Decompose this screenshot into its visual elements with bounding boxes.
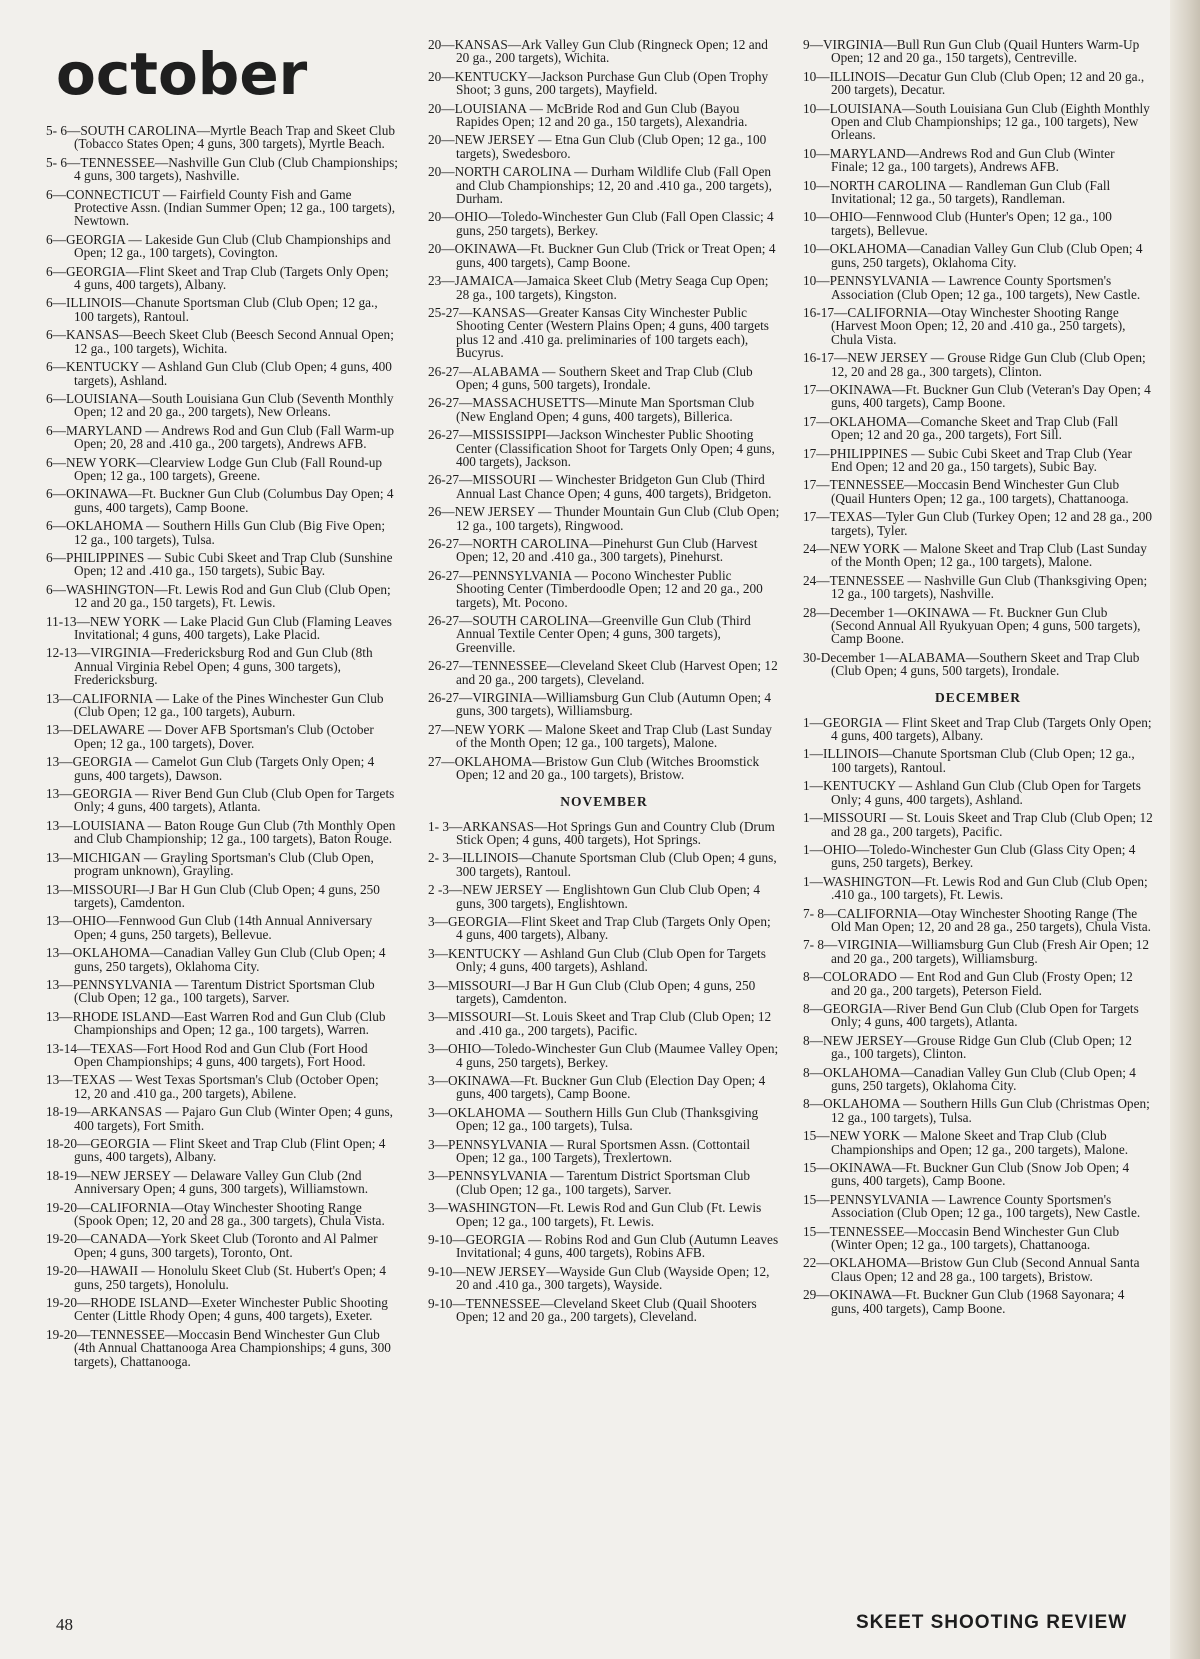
month-heading: DECEMBER (934, 689, 1021, 705)
calendar-entry: 20—OHIO—Toledo-Winchester Gun Club (Fall Open Classic; 4 guns, 250 targets), Berkey. (428, 209, 774, 238)
calendar-entry: 11-13—NEW YORK — Lake Placid Gun Club (Flaming Leaves Invitational; 4 guns, 400 targets), Lake Placid. (46, 613, 392, 642)
calendar-entry: 26-27—MASSACHUSETTS—Minute Man Sportsman Club (New England Open; 4 guns, 400 targets), Billerica. (428, 395, 755, 424)
calendar-entry: 15—NEW YORK — Malone Skeet and Trap Club (Club Championships and Open; 12 ga., 200 targets), Malone. (803, 1128, 1129, 1157)
calendar-entry: 1- 3—ARKANSAS—Hot Springs Gun and Country Club (Drum Stick Open; 4 guns, 400 targets), Hot Springs. (428, 818, 775, 847)
publication-title: SKEET SHOOTING REVIEW (856, 1612, 1128, 1633)
calendar-entry: 6—KENTUCKY — Ashland Gun Club (Club Open; 4 guns, 400 targets), Ashland. (46, 359, 392, 388)
calendar-entry: 17—PHILIPPINES — Subic Cubi Skeet and Trap Club (Year End Open; 12 and 20 ga., 150 targets), Subic Bay. (803, 445, 1132, 474)
calendar-entry: 6—GEORGIA — Lakeside Gun Club (Club Championships and Open; 12 ga., 100 targets), Covington. (46, 231, 391, 261)
calendar-entry: 9—VIRGINIA—Bull Run Gun Club (Quail Hunters Warm-Up Open; 12 and 20 ga., 150 targets), Centreville. (803, 37, 1140, 66)
calendar-entry: 17—OKLAHOMA—Comanche Skeet and Trap Club (Fall Open; 12 and 20 ga., 200 targets), Fort Sill. (803, 413, 1119, 443)
calendar-entry: 10—OKLAHOMA—Canadian Valley Gun Club (Club Open; 4 guns, 250 targets), Oklahoma City. (803, 241, 1143, 270)
calendar-entry: 18-19—ARKANSAS — Pajaro Gun Club (Winter Open; 4 guns, 400 targets), Fort Smith. (46, 1104, 394, 1133)
calendar-entry: 30-December 1—ALABAMA—Southern Skeet and Trap Club (Club Open; 4 guns, 500 targets), Irondale. (803, 649, 1140, 679)
calendar-entry: 1—WASHINGTON—Ft. Lewis Rod and Gun Club (Club Open; .410 ga., 100 targets), Ft. Lewis. (803, 873, 1148, 903)
calendar-entry: 3—PENNSYLVANIA — Rural Sportsmen Assn. (Cottontail Open; 12 ga., 100 Targets), Trexlertown. (428, 1136, 751, 1166)
calendar-entry: 12-13—VIRGINIA—Fredericksburg Rod and Gun Club (8th Annual Virginia Rebel Open; 4 guns, 300 targets), Fredericksburg. (46, 645, 373, 688)
calendar-entry: 9-10—GEORGIA — Robins Rod and Gun Club (Autumn Leaves Invitational; 4 guns, 400 targets), Robins AFB. (428, 1232, 779, 1261)
calendar-entry: 9-10—NEW JERSEY—Wayside Gun Club (Wayside Open; 12, 20 and .410 ga., 300 targets), Wayside. (428, 1263, 770, 1293)
calendar-entry: 1—OHIO—Toledo-Winchester Gun Club (Glass City Open; 4 guns, 250 targets), Berkey. (803, 841, 1136, 871)
calendar-entry: 8—NEW JERSEY—Grouse Ridge Gun Club (Club Open; 12 ga., 100 targets), Clinton. (803, 1032, 1132, 1062)
calendar-entry: 13—CALIFORNIA — Lake of the Pines Winchester Gun Club (Club Open; 12 ga., 100 targets), Auburn. (46, 690, 384, 720)
month-heading: NOVEMBER (560, 793, 648, 809)
calendar-entry: 20—KANSAS—Ark Valley Gun Club (Ringneck Open; 12 and 20 ga., 200 targets), Wichita. (428, 37, 768, 66)
calendar-entry: 26-27—SOUTH CAROLINA—Greenville Gun Club (Third Annual Textile Center Open; 4 guns, 300 targets), Greenville. (428, 613, 751, 655)
calendar-entry: 23—JAMAICA—Jamaica Skeet Club (Metry Seaga Cup Open; 28 ga., 100 targets), Kingston. (428, 273, 769, 302)
calendar-entry: 18-20—GEORGIA — Flint Skeet and Trap Club (Flint Open; 4 guns, 400 targets), Albany. (46, 1136, 386, 1165)
calendar-entry: 17—TENNESSEE—Moccasin Bend Winchester Gun Club (Quail Hunters Open; 12 ga., 100 targets), Chattanooga. (803, 477, 1129, 506)
calendar-entry: 1—ILLINOIS—Chanute Sportsman Club (Club Open; 12 ga., 100 targets), Rantoul. (803, 746, 1135, 775)
calendar-entry: 13—TEXAS — West Texas Sportsman's Club (October Open; 12, 20 and .410 ga., 200 targets), Abilene. (46, 1072, 379, 1101)
calendar-entry: 26-27—MISSISSIPPI—Jackson Winchester Public Shooting Center (Classification Shoot for Targets Only Open; 4 guns, 400 targets), Jackson. (428, 427, 775, 469)
calendar-entry: 25-27—KANSAS—Greater Kansas City Winchester Public Shooting Center (Western Plains Open; 4 guns, 400 targets plus 12 and .410 ga. preliminaries of 100 targets each), Bucyrus. (428, 304, 769, 361)
calendar-entry: 20—LOUISIANA — McBride Rod and Gun Club (Bayou Rapides Open; 12 and 20 ga., 150 targets), Alexandria. (428, 100, 748, 130)
calendar-entry: 27—NEW YORK — Malone Skeet and Trap Club (Last Sunday of the Month Open; 12 ga., 100 targets), Malone. (428, 721, 772, 751)
calendar-entry: 29—OKINAWA—Ft. Buckner Gun Club (1968 Sayonara; 4 guns, 400 targets), Camp Boone. (803, 1287, 1125, 1316)
calendar-entry: 3—OKINAWA—Ft. Buckner Gun Club (Election Day Open; 4 guns, 400 targets), Camp Boone. (428, 1073, 766, 1102)
calendar-entry: 26-27—NORTH CAROLINA—Pinehurst Gun Club (Harvest Open; 12, 20 and .410 ga., 300 targets), Pinehurst. (428, 536, 758, 565)
calendar-entry: 1—GEORGIA — Flint Skeet and Trap Club (Targets Only Open; 4 guns, 400 targets), Albany. (803, 714, 1152, 744)
calendar-entry: 16-17—CALIFORNIA—Otay Winchester Shooting Range (Harvest Moon Open; 12, 20 and .410 ga., 250 targets), Chula Vista. (803, 304, 1126, 347)
calendar-entry: 19-20—HAWAII — Honolulu Skeet Club (St. Hubert's Open; 4 guns, 250 targets), Honolulu. (46, 1263, 386, 1292)
calendar-entry: 5- 6—TENNESSEE—Nashville Gun Club (Club Championships; 4 guns, 300 targets), Nashville. (46, 154, 398, 184)
calendar-entry: 28—December 1—OKINAWA — Ft. Buckner Gun Club (Second Annual All Ryukyuan Open; 4 guns, 500 targets), Camp Boone. (803, 604, 1141, 647)
calendar-entry: 8—OKLAHOMA — Southern Hills Gun Club (Christmas Open; 12 ga., 100 targets), Tulsa. (803, 1096, 1150, 1125)
calendar-entry: 3—GEORGIA—Flint Skeet and Trap Club (Targets Only Open; 4 guns, 400 targets), Albany. (428, 913, 771, 943)
calendar-entry: 10—OHIO—Fennwood Club (Hunter's Open; 12 ga., 100 targets), Bellevue. (803, 209, 1112, 238)
calendar-entry: 6—OKLAHOMA — Southern Hills Gun Club (Big Five Open; 12 ga., 100 targets), Tulsa. (46, 518, 386, 547)
calendar-entry: 6—PHILIPPINES — Subic Cubi Skeet and Trap Club (Sunshine Open; 12 and .410 ga., 150 targets), Subic Bay. (46, 549, 393, 579)
calendar-entry: 19-20—RHODE ISLAND—Exeter Winchester Public Shooting Center (Little Rhody Open; 4 guns, 400 targets), Exeter. (46, 1295, 388, 1324)
calendar-entry: 13—PENNSYLVANIA — Tarentum District Sportsman Club (Club Open; 12 ga., 100 targets), Sarver. (46, 976, 375, 1006)
page-edge-shadow (1170, 0, 1200, 1659)
calendar-entry: 8—GEORGIA—River Bend Gun Club (Club Open for Targets Only; 4 guns, 400 targets), Atlanta. (803, 1000, 1139, 1030)
calendar-entry: 9-10—TENNESSEE—Cleveland Skeet Club (Quail Shooters Open; 12 and 20 ga., 200 targets), Cleveland. (428, 1295, 757, 1325)
calendar-entry: 13—MICHIGAN — Grayling Sportsman's Club (Club Open, program unknown), Grayling. (46, 849, 374, 879)
calendar-entry: 26-27—MISSOURI — Winchester Bridgeton Gun Club (Third Annual Last Chance Open; 4 guns, 400 targets), Bridgeton. (428, 472, 772, 501)
calendar-entry: 6—GEORGIA—Flint Skeet and Trap Club (Targets Only Open; 4 guns, 400 targets), Albany. (46, 263, 389, 293)
calendar-entry: 13—LOUISIANA — Baton Rouge Gun Club (7th Monthly Open and Club Championship; 12 ga., 100 targets), Baton Rouge. (46, 817, 396, 847)
calendar-entry: 20—OKINAWA—Ft. Buckner Gun Club (Trick or Treat Open; 4 guns, 400 targets), Camp Boone. (428, 241, 776, 270)
calendar-entry: 3—KENTUCKY — Ashland Gun Club (Club Open for Targets Only; 4 guns, 400 targets), Ashland. (428, 945, 766, 975)
calendar-entry: 1—MISSOURI — St. Louis Skeet and Trap Club (Club Open; 12 and 28 ga., 200 targets), Pacific. (803, 810, 1153, 839)
calendar-entry: 1—KENTUCKY — Ashland Gun Club (Club Open for Targets Only; 4 guns, 400 targets), Ashland. (803, 778, 1141, 807)
calendar-entry: 19-20—CANADA—York Skeet Club (Toronto and Al Palmer Open; 4 guns, 300 targets), Toronto, Ont. (46, 1231, 378, 1260)
calendar-entry: 17—OKINAWA—Ft. Buckner Gun Club (Veteran's Day Open; 4 guns, 400 targets), Camp Boone. (803, 381, 1151, 411)
calendar-entry: 5- 6—SOUTH CAROLINA—Myrtle Beach Trap and Skeet Club (Tobacco States Open; 4 guns, 300 targets), Myrtle Beach. (46, 123, 396, 152)
calendar-entry: 3—WASHINGTON—Ft. Lewis Rod and Gun Club (Ft. Lewis Open; 12 ga., 100 targets), Ft. Lewis. (428, 1200, 762, 1229)
calendar-entry: 19-20—CALIFORNIA—Otay Winchester Shooting Range (Spook Open; 12, 20 and 28 ga., 300 targets), Chula Vista. (46, 1199, 385, 1229)
calendar-entry: 19-20—TENNESSEE—Moccasin Bend Winchester Gun Club (4th Annual Chattanooga Area Championships; 4 guns, 300 targets), Chattanooga. (46, 1326, 391, 1369)
page-title: october (56, 40, 308, 108)
calendar-entry: 6—ILLINOIS—Chanute Sportsman Club (Club Open; 12 ga., 100 targets), Rantoul. (46, 295, 378, 324)
calendar-entry: 13—GEORGIA — Camelot Gun Club (Targets Only Open; 4 guns, 400 targets), Dawson. (46, 754, 375, 783)
calendar-entry: 10—ILLINOIS—Decatur Gun Club (Club Open; 12 and 20 ga., 200 targets), Decatur. (803, 68, 1145, 98)
calendar-entry: 3—OKLAHOMA — Southern Hills Gun Club (Thanksgiving Open; 12 ga., 100 targets), Tulsa. (428, 1104, 759, 1134)
calendar-entry: 7- 8—CALIFORNIA—Otay Winchester Shooting Range (The Old Man Open; 12, 20 and 28 ga., 250 targets), Chula Vista. (803, 905, 1152, 934)
calendar-entry: 16-17—NEW JERSEY — Grouse Ridge Gun Club (Club Open; 12, 20 and 28 ga., 300 targets), Clinton. (803, 350, 1146, 379)
calendar-entry: 13-14—TEXAS—Fort Hood Rod and Gun Club (Fort Hood Open Championships; 4 guns, 400 targets), Fort Hood. (46, 1040, 368, 1069)
calendar-entry: 3—PENNSYLVANIA — Tarentum District Sportsman Club (Club Open; 12 ga., 100 targets), Sarver. (428, 1168, 751, 1197)
calendar-entry: 13—DELAWARE — Dover AFB Sportsman's Club (October Open; 12 ga., 100 targets), Dover. (46, 722, 374, 751)
calendar-entry: 6—KANSAS—Beech Skeet Club (Beesch Second Annual Open; 12 ga., 100 targets), Wichita. (46, 327, 394, 356)
calendar-entry: 8—COLORADO — Ent Rod and Gun Club (Frosty Open; 12 and 20 ga., 200 targets), Peterson Field. (803, 969, 1133, 998)
calendar-entry: 2- 3—ILLINOIS—Chanute Sportsman Club (Club Open; 4 guns, 300 targets), Rantoul. (428, 850, 777, 879)
calendar-entry: 17—TEXAS—Tyler Gun Club (Turkey Open; 12 and 28 ga., 200 targets), Tyler. (803, 509, 1153, 538)
calendar-entry: 7- 8—VIRGINIA—Williamsburg Gun Club (Fresh Air Open; 12 and 20 ga., 200 targets), Williamsburg. (803, 937, 1150, 966)
calendar-entry: 15—PENNSYLVANIA — Lawrence County Sportsmen's Association (Club Open; 12 ga., 100 targets), New Castle. (803, 1191, 1141, 1221)
calendar-entry: 6—OKINAWA—Ft. Buckner Gun Club (Columbus Day Open; 4 guns, 400 targets), Camp Boone. (46, 486, 394, 515)
calendar-entry: 20—NORTH CAROLINA — Durham Wildlife Club (Fall Open and Club Championships; 12, 20 and .410 ga., 200 targets), Durham. (428, 164, 772, 207)
calendar-entry: 18-19—NEW JERSEY — Delaware Valley Gun Club (2nd Anniversary Open; 4 guns, 300 targets), Williamstown. (46, 1167, 369, 1197)
calendar-entry: 20—KENTUCKY—Jackson Purchase Gun Club (Open Trophy Shoot; 3 guns, 200 targets), Mayfield. (428, 68, 769, 98)
calendar-entry: 3—MISSOURI—St. Louis Skeet and Trap Club (Club Open; 12 and .410 ga., 200 targets), Pacific. (428, 1009, 772, 1038)
calendar-entry: 20—NEW JERSEY — Etna Gun Club (Club Open; 12 ga., 100 targets), Swedesboro. (428, 132, 767, 161)
calendar-entry: 13—RHODE ISLAND—East Warren Rod and Gun Club (Club Championships and Open; 12 ga., 100 targets), Warren. (46, 1008, 386, 1038)
calendar-entry: 24—TENNESSEE — Nashville Gun Club (Thanksgiving Open; 12 ga., 100 targets), Nashville. (803, 572, 1148, 602)
calendar-entry: 6—WASHINGTON—Ft. Lewis Rod and Gun Club (Club Open; 12 and 20 ga., 150 targets), Ft. Lewis. (46, 581, 391, 611)
calendar-entry: 10—LOUISIANA—South Louisiana Gun Club (Eighth Monthly Open and Club Championships; 12 ga., 100 targets), New Orleans. (803, 100, 1150, 143)
calendar-entry: 22—OKLAHOMA—Bristow Gun Club (Second Annual Santa Claus Open; 12 and 28 ga., 100 targets), Bristow. (803, 1255, 1140, 1284)
calendar-entry: 13—OKLAHOMA—Canadian Valley Gun Club (Club Open; 4 guns, 250 targets), Oklahoma City. (46, 945, 386, 974)
calendar-entry: 6—CONNECTICUT — Fairfield County Fish and Game Protective Assn. (Indian Summer Open; 12 ga., 100 targets), Newtown. (46, 186, 396, 229)
calendar-entry: 13—MISSOURI—J Bar H Gun Club (Club Open; 4 guns, 250 targets), Camdenton. (46, 881, 380, 910)
calendar-entry: 15—TENNESSEE—Moccasin Bend Winchester Gun Club (Winter Open; 12 ga., 100 targets), Chattanooga. (803, 1223, 1120, 1253)
calendar-entry: 6—LOUISIANA—South Louisiana Gun Club (Seventh Monthly Open; 12 and 20 ga., 200 targets), New Orleans. (46, 390, 394, 420)
calendar-entry: 10—MARYLAND—Andrews Rod and Gun Club (Winter Finale; 12 ga., 100 targets), Andrews AFB. (803, 145, 1115, 175)
calendar-entry: 15—OKINAWA—Ft. Buckner Gun Club (Snow Job Open; 4 guns, 400 targets), Camp Boone. (803, 1160, 1130, 1189)
calendar-entry: 13—OHIO—Fennwood Gun Club (14th Annual Anniversary Open; 4 guns, 250 targets), Bellevue. (46, 913, 373, 942)
calendar-entry: 26-27—VIRGINIA—Williamsburg Gun Club (Autumn Open; 4 guns, 300 targets), Williamsburg. (428, 690, 772, 719)
calendar-entry: 24—NEW YORK — Malone Skeet and Trap Club (Last Sunday of the Month Open; 12 ga., 100 targets), Malone. (803, 541, 1147, 570)
calendar-entry: 26—NEW JERSEY — Thunder Mountain Gun Club (Club Open; 12 ga., 100 targets), Ringwood. (428, 504, 780, 533)
calendar-entry: 27—OKLAHOMA—Bristow Gun Club (Witches Broomstick Open; 12 and 20 ga., 100 targets), Bristow. (428, 753, 760, 783)
calendar-entry: 26-27—TENNESSEE—Cleveland Skeet Club (Harvest Open; 12 and 20 ga., 200 targets), Cleveland. (428, 658, 778, 687)
calendar-entry: 3—OHIO—Toledo-Winchester Gun Club (Maumee Valley Open; 4 guns, 250 targets), Berkey. (428, 1041, 779, 1070)
calendar-entry: 8—OKLAHOMA—Canadian Valley Gun Club (Club Open; 4 guns, 250 targets), Oklahoma City. (803, 1064, 1136, 1093)
calendar-entry: 26-27—PENNSYLVANIA — Pocono Winchester Public Shooting Center (Timberdoodle Open; 12 and 20 ga., 200 targets), Mt. Pocono. (428, 567, 763, 610)
calendar-entry: 6—NEW YORK—Clearview Lodge Gun Club (Fall Round-up Open; 12 ga., 100 targets), Greene. (46, 454, 383, 483)
calendar-entry: 3—MISSOURI—J Bar H Gun Club (Club Open; 4 guns, 250 targets), Camdenton. (428, 977, 756, 1006)
calendar-entry: 13—GEORGIA — River Bend Gun Club (Club Open for Targets Only; 4 guns, 400 targets), Atlanta. (46, 786, 395, 815)
calendar-entry: 2 -3—NEW JERSEY — Englishtown Gun Club Club Open; 4 guns, 300 targets), Englishtown. (428, 882, 761, 911)
calendar-entry: 26-27—ALABAMA — Southern Skeet and Trap Club (Club Open; 4 guns, 500 targets), Irondale. (428, 363, 753, 392)
page-number: 48 (56, 1615, 73, 1634)
calendar-entry: 6—MARYLAND — Andrews Rod and Gun Club (Fall Warm-up Open; 20, 28 and .410 ga., 200 targets), Andrews AFB. (46, 422, 395, 452)
column-2 (428, 38, 780, 1329)
calendar-entry: 10—PENNSYLVANIA — Lawrence County Sportsmen's Association (Club Open; 12 ga., 100 targets), New Castle. (803, 273, 1141, 302)
calendar-entry: 10—NORTH CAROLINA — Randleman Gun Club (Fall Invitational; 12 ga., 50 targets), Randleman. (803, 177, 1111, 207)
column-3 (803, 38, 1153, 1320)
column-1 (46, 124, 398, 1373)
